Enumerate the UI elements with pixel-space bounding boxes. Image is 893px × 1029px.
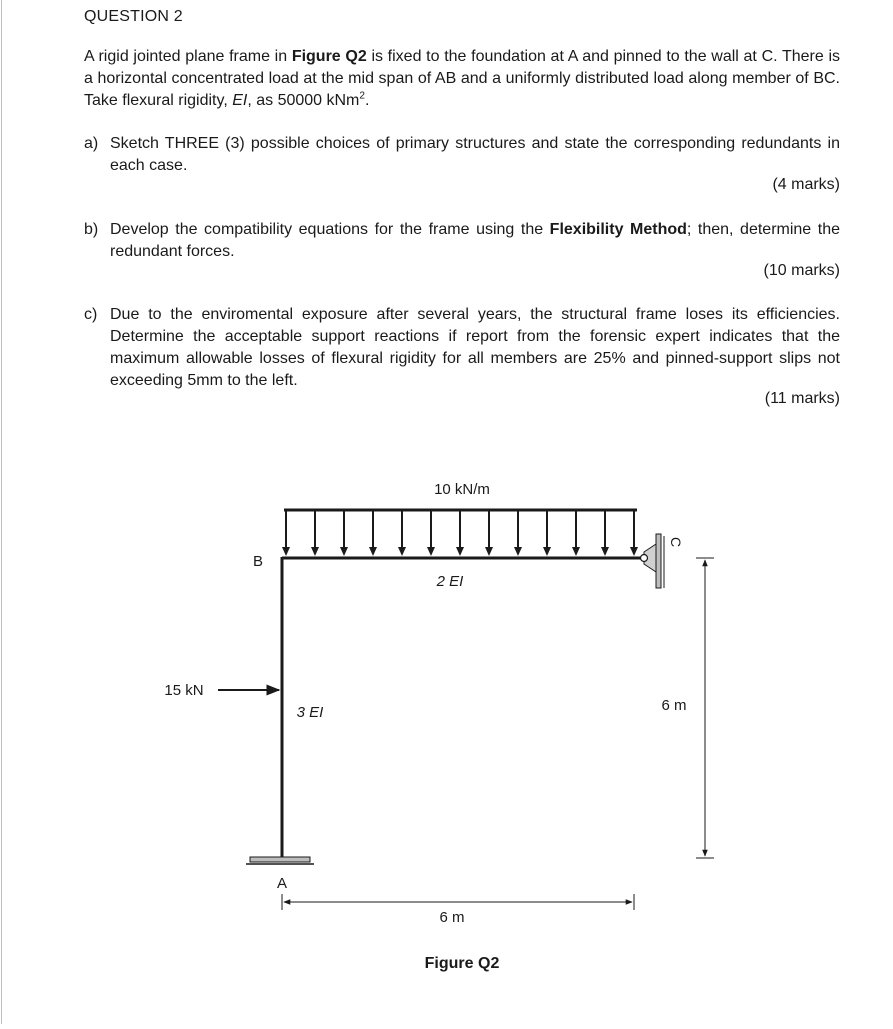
intro-text-2: is fixed to the foundation at A and pinned to the wall at C. There is a horizontal concentrated load at the mid span of AB and a uniformly distributed load along member of BC. Take flexural rigidity, [84, 48, 841, 109]
udl-arrow-head [543, 547, 551, 556]
udl-arrow-head [572, 547, 580, 556]
intro-text-1: A rigid jointed plane frame in [84, 48, 292, 65]
span-dimension-label: 6 m [439, 909, 465, 926]
part-b-text-pre: Develop the compatibility equations for the frame using the [110, 221, 550, 238]
question-intro [84, 46, 840, 112]
udl-arrow-head [340, 547, 348, 556]
udl-arrow-head [456, 547, 464, 556]
question-title: QUESTION 2 [84, 8, 183, 25]
part-a-marks: (4 marks) [772, 176, 840, 193]
udl-arrow-head [601, 547, 609, 556]
ei-symbol: EI [232, 92, 248, 109]
figure-caption: Figure Q2 [424, 955, 500, 972]
udl-arrow-head [311, 547, 319, 556]
part-c [84, 304, 840, 392]
fixed-support-a [246, 857, 314, 864]
intro-text-4: . [364, 92, 370, 109]
part-a [84, 133, 840, 177]
udl-arrow-head [514, 547, 522, 556]
height-dimension [696, 558, 714, 858]
udl-arrow-head [427, 547, 435, 556]
udl-arrows [282, 510, 638, 556]
part-b [84, 219, 840, 263]
part-c-text: Due to the enviromental exposure after several years, the structural frame loses its efficiencies. Determine the acceptable support reactions if report from the forensic expert indicates that the maximum allowable losses of flexural rigidity for all members are 25% and pinned-support slips not exceeding 5mm to the left. [110, 306, 840, 389]
node-c-label: C [668, 536, 684, 548]
udl-label: 10 kN/m [434, 481, 490, 498]
figure-reference: Figure Q2 [291, 48, 367, 65]
udl-arrow-head [282, 547, 290, 556]
udl-arrow-head [369, 547, 377, 556]
part-b-text [110, 219, 840, 263]
pin-support-c [641, 534, 665, 588]
node-b-label: B [252, 553, 264, 570]
udl-arrow-head [485, 547, 493, 556]
udl-arrow-head [630, 547, 638, 556]
unit-superscript: 2 [359, 90, 365, 102]
part-b-marks: (10 marks) [763, 262, 840, 279]
beam-stiffness-label: 2 EI [436, 573, 464, 590]
figure-q2 [0, 460, 893, 1024]
point-load-label: 15 kN [164, 682, 204, 699]
span-dimension [282, 894, 634, 910]
part-b-text-post: ; then, determine the redundant forces. [110, 221, 840, 260]
height-dimension-label: 6 m [661, 697, 687, 714]
part-c-marks: (11 marks) [764, 390, 840, 407]
intro-text-3: , as 50000 kNm [247, 92, 360, 109]
part-a-label: a) [84, 135, 99, 152]
part-b-method: Flexibility Method [549, 221, 687, 238]
part-a-text: Sketch THREE (3) possible choices of primary structures and state the corresponding redundants in each case. [110, 135, 840, 174]
column-stiffness-label: 3 EI [296, 704, 324, 721]
node-a-label: A [276, 875, 288, 892]
part-b-label: b) [84, 221, 99, 238]
part-c-label: c) [84, 306, 98, 323]
udl-arrow-head [398, 547, 406, 556]
